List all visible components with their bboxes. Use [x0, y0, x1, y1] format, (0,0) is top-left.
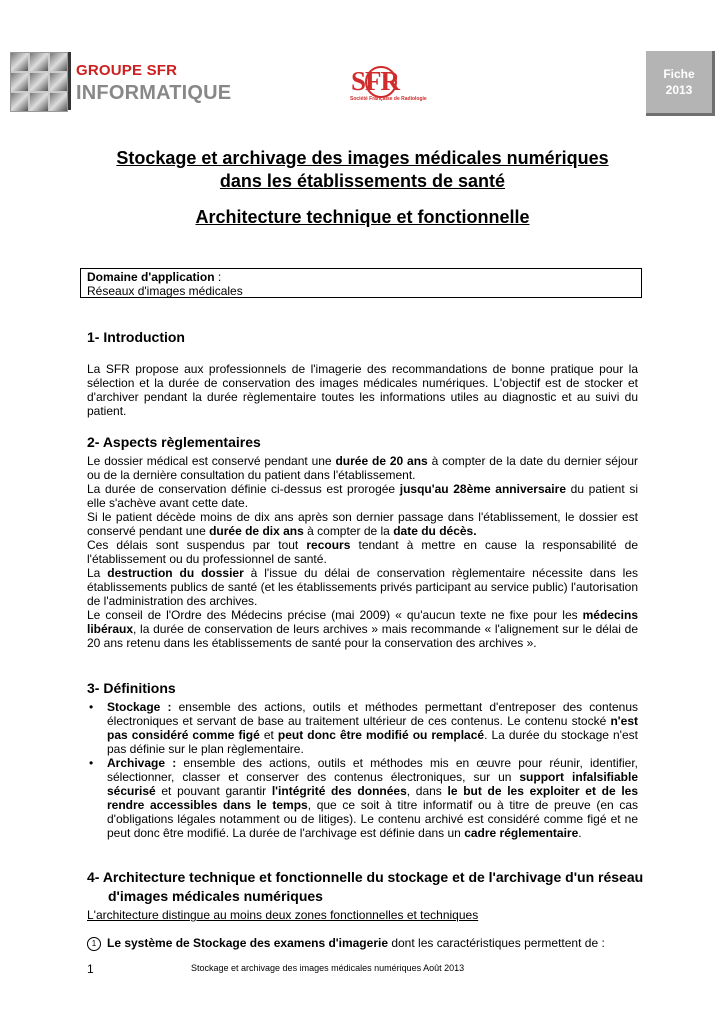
definitions-list: [87, 700, 638, 840]
domain-box: [80, 268, 642, 298]
reg-paragraph-3: Si le patient décède moins de dix ans après son dernier passage dans l'établissement, le dossier est conservé pendant une durée de dix ans à compter de la date du décès.: [87, 510, 638, 538]
fiche-label: Fiche: [663, 67, 695, 81]
stockage-system-item: 1 Le système de Stockage des examens d'imagerie dont les caractéristiques permettent de :: [87, 936, 605, 951]
section-3-heading: 3- Définitions: [87, 680, 176, 696]
logo-divider: [68, 52, 71, 110]
bullet-icon: •: [89, 700, 94, 714]
domain-label: Domaine d'application: [87, 270, 215, 284]
section-2-text: [87, 454, 638, 650]
reg-paragraph-1: Le dossier médical est conservé pendant une durée de 20 ans à compter de la date du dernier séjour ou de la dernière consultation du patient dans l'établissement.: [87, 454, 638, 482]
reg-paragraph-2: La durée de conservation définie ci-dessus est prorogée jusqu'au 28ème anniversaire du patient si elle s'achève avant cette date.: [87, 482, 639, 510]
doc-title-line1: Stockage et archivage des images médicales numériques: [116, 148, 609, 168]
section-1-text: [87, 362, 638, 418]
footer-text: Stockage et archivage des images médicales numériques Août 2013: [191, 963, 465, 973]
doc-title-line2: dans les établissements de santé: [219, 171, 506, 191]
fiche-year: 2013: [665, 83, 693, 97]
page-number: 1: [87, 962, 94, 976]
section-4-subheading: L'architecture distingue au moins deux zones fonctionnelles et techniques: [87, 908, 479, 922]
section-1-heading: 1- Introduction: [87, 329, 185, 345]
bullet-icon: •: [89, 756, 94, 770]
doc-subtitle: Architecture technique et fonctionnelle: [195, 207, 530, 227]
definition-stockage: • Stockage : ensemble des actions, outils et méthodes permettant d'entreposer des contenus électroniques et servant de base au traitement ultérieur de ces contenus. Le contenu stocké n'est pas considéré comme figé et peut donc être modifié ou remplacé. La durée du stockage n'est pas définie sur le plan règlementaire.: [89, 700, 638, 756]
circled-number-icon: 1: [87, 937, 101, 951]
sfr-logo-subtitle: Société Française de Radiologie: [350, 96, 427, 102]
section-2-heading: 2- Aspects règlementaires: [87, 434, 261, 450]
intro-paragraph: La SFR propose aux professionnels de l'imagerie des recommandations de bonne pratique pour la sélection et la durée de conservation des images médicales numériques. L'objectif est de stocker et d'archiver pendant la durée règlementaire toutes les informations utiles au diagnostic et au suivi du patient.: [87, 362, 638, 418]
section-4-heading-line1: 4- Architecture technique et fonctionnelle du stockage et de l'archivage d'un réseau: [87, 869, 644, 885]
sfr-logo-text: SFR: [351, 66, 400, 96]
definition-archivage: • Archivage : ensemble des actions, outils et méthodes mis en œuvre pour réunir, identifier, sélectionner, classer et conserver des contenus électroniques, sur un support infalsifiable sécurisé et pouvant garantir l'intégrité des données, dans le but de les exploiter et de les rendre accessibles dans le temps, que ce soit à titre informatif ou à titre de preuve (en cas d'obligations légales notamment ou de litiges). Le contenu archivé est considéré comme figé et ne peut donc être modifié. La durée de l'archivage est définie dans un cadre réglementaire.: [89, 756, 639, 840]
domain-value: Réseaux d'images médicales: [87, 284, 243, 298]
section-4-heading-line2: d'images médicales numériques: [108, 888, 323, 904]
domain-sep: :: [214, 270, 222, 284]
group-name-line2: INFORMATIQUE: [76, 82, 232, 104]
reg-paragraph-4: Ces délais sont suspendus par tout recours tendant à mettre en cause la responsabilité de l'établissement ou du professionnel de santé.: [87, 538, 639, 566]
reg-paragraph-5: La destruction du dossier à l'issue du délai de conservation règlementaire nécessite dans les établissements publics de santé (et les établissements privés participant au service public) l'autorisation de l'administration des archives.: [87, 566, 638, 608]
reg-paragraph-6: Le conseil de l'Ordre des Médecins précise (mai 2009) « qu'aucun texte ne fixe pour les médecins libéraux, la durée de conservation de leurs archives » mais recommande « l'alignement sur le délai de 20 ans retenu dans les établissements de santé pour la conservation des archives ».: [87, 608, 638, 650]
fiche-badge: [646, 51, 715, 116]
group-name-line1: GROUPE SFR: [76, 62, 178, 79]
groupe-sfr-logo-mosaic: [10, 52, 68, 112]
